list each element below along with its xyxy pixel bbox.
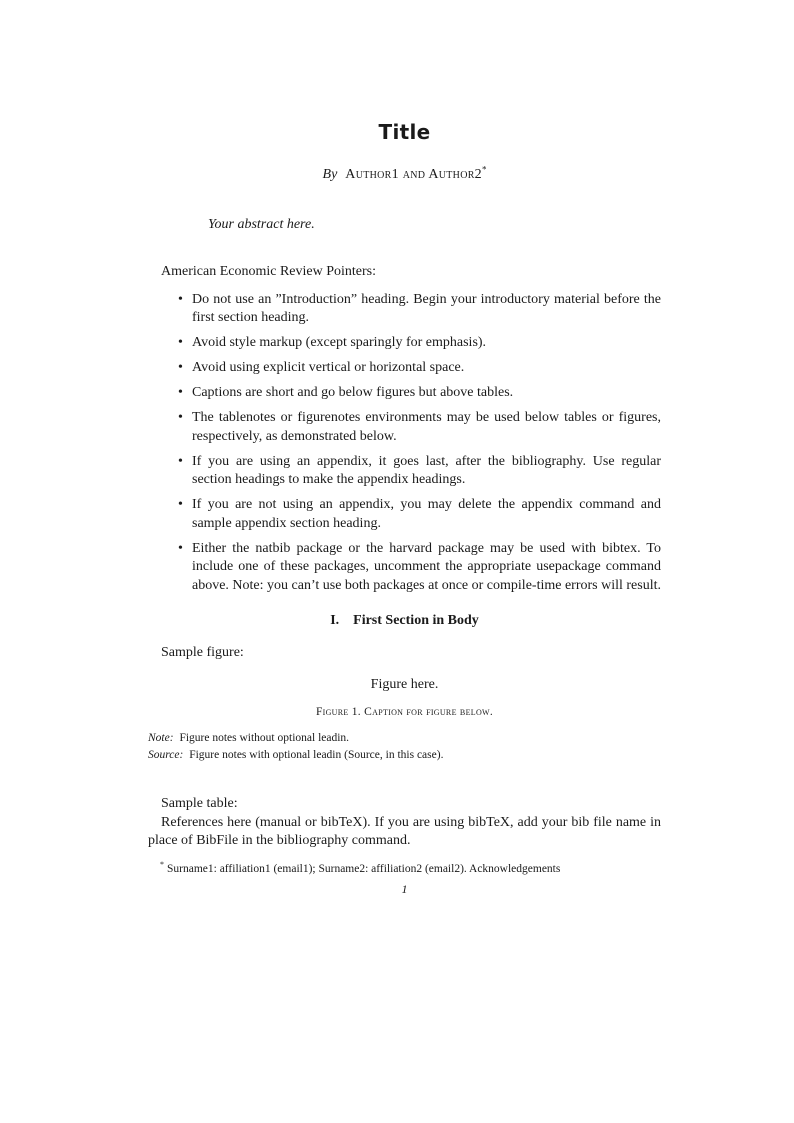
- pointers-heading: American Economic Review Pointers:: [161, 264, 376, 279]
- author-footnote: [148, 859, 661, 877]
- bullet-item: • Either the natbib package or the harvard package may be used with bibtex. To include one of these packages, uncomment the appropriate usepackage command above. Note: you can’t use both packages at once or compile-time errors will result.: [148, 540, 661, 596]
- bullet-item: • Avoid style markup (except sparingly for emphasis).: [148, 334, 661, 353]
- section-title: First Section in Body: [353, 613, 479, 628]
- figure-source-text: Figure notes with optional leadin (Source, in this case).: [189, 749, 444, 761]
- byline: [148, 166, 661, 183]
- figure-note-lead: Note:: [148, 732, 174, 744]
- sample-figure-label: Sample figure:: [161, 645, 244, 660]
- byline-authors: Author1 and Author2: [345, 167, 482, 182]
- bullet-item: • Captions are short and go below figures but above tables.: [148, 384, 661, 403]
- footnote-marker: *: [160, 859, 164, 869]
- section-number: I.: [330, 613, 340, 628]
- bullet-item: • Do not use an ”Introduction” heading. Begin your introductory material before the first section heading.: [148, 291, 661, 328]
- bullet-item: • Avoid using explicit vertical or horizontal space.: [148, 359, 661, 378]
- figure-source-lead: Source:: [148, 749, 184, 761]
- footnote-text: Surname1: affiliation1 (email1); Surname2: affiliation2 (email2). Acknowledgements: [167, 862, 561, 875]
- sample-table-block: [148, 795, 661, 851]
- page-number: 1: [401, 882, 408, 896]
- bullet-item: • The tablenotes or figurenotes environments may be used below tables or figures, respectively, as demonstrated below.: [148, 409, 661, 446]
- bullet-item: • If you are not using an appendix, you may delete the appendix command and sample appendix section heading.: [148, 496, 661, 533]
- references-paragraph: References here (manual or bibTeX). If you are using bibTeX, add your bib file name in place of BibFile in the bibliography command.: [148, 814, 661, 848]
- figure-note: [148, 731, 661, 745]
- byline-by-label: By: [322, 167, 338, 182]
- section-heading: [148, 613, 661, 628]
- figure-note-text: Figure notes without optional leadin.: [179, 732, 350, 744]
- figure-caption: Figure 1. Caption for figure below.: [315, 706, 494, 718]
- bullet-item: • If you are using an appendix, it goes last, after the bibliography. Use regular section headings to make the appendix headings.: [148, 453, 661, 490]
- figure-source-note: [148, 748, 661, 762]
- abstract-text: Your abstract here.: [208, 217, 315, 232]
- sample-table-label: Sample table:: [161, 796, 238, 811]
- pointers-bullet-list: [148, 291, 661, 596]
- byline-footnote-marker: *: [481, 164, 487, 175]
- figure-placeholder: Figure here.: [370, 676, 439, 692]
- paper-title: Title: [378, 120, 431, 144]
